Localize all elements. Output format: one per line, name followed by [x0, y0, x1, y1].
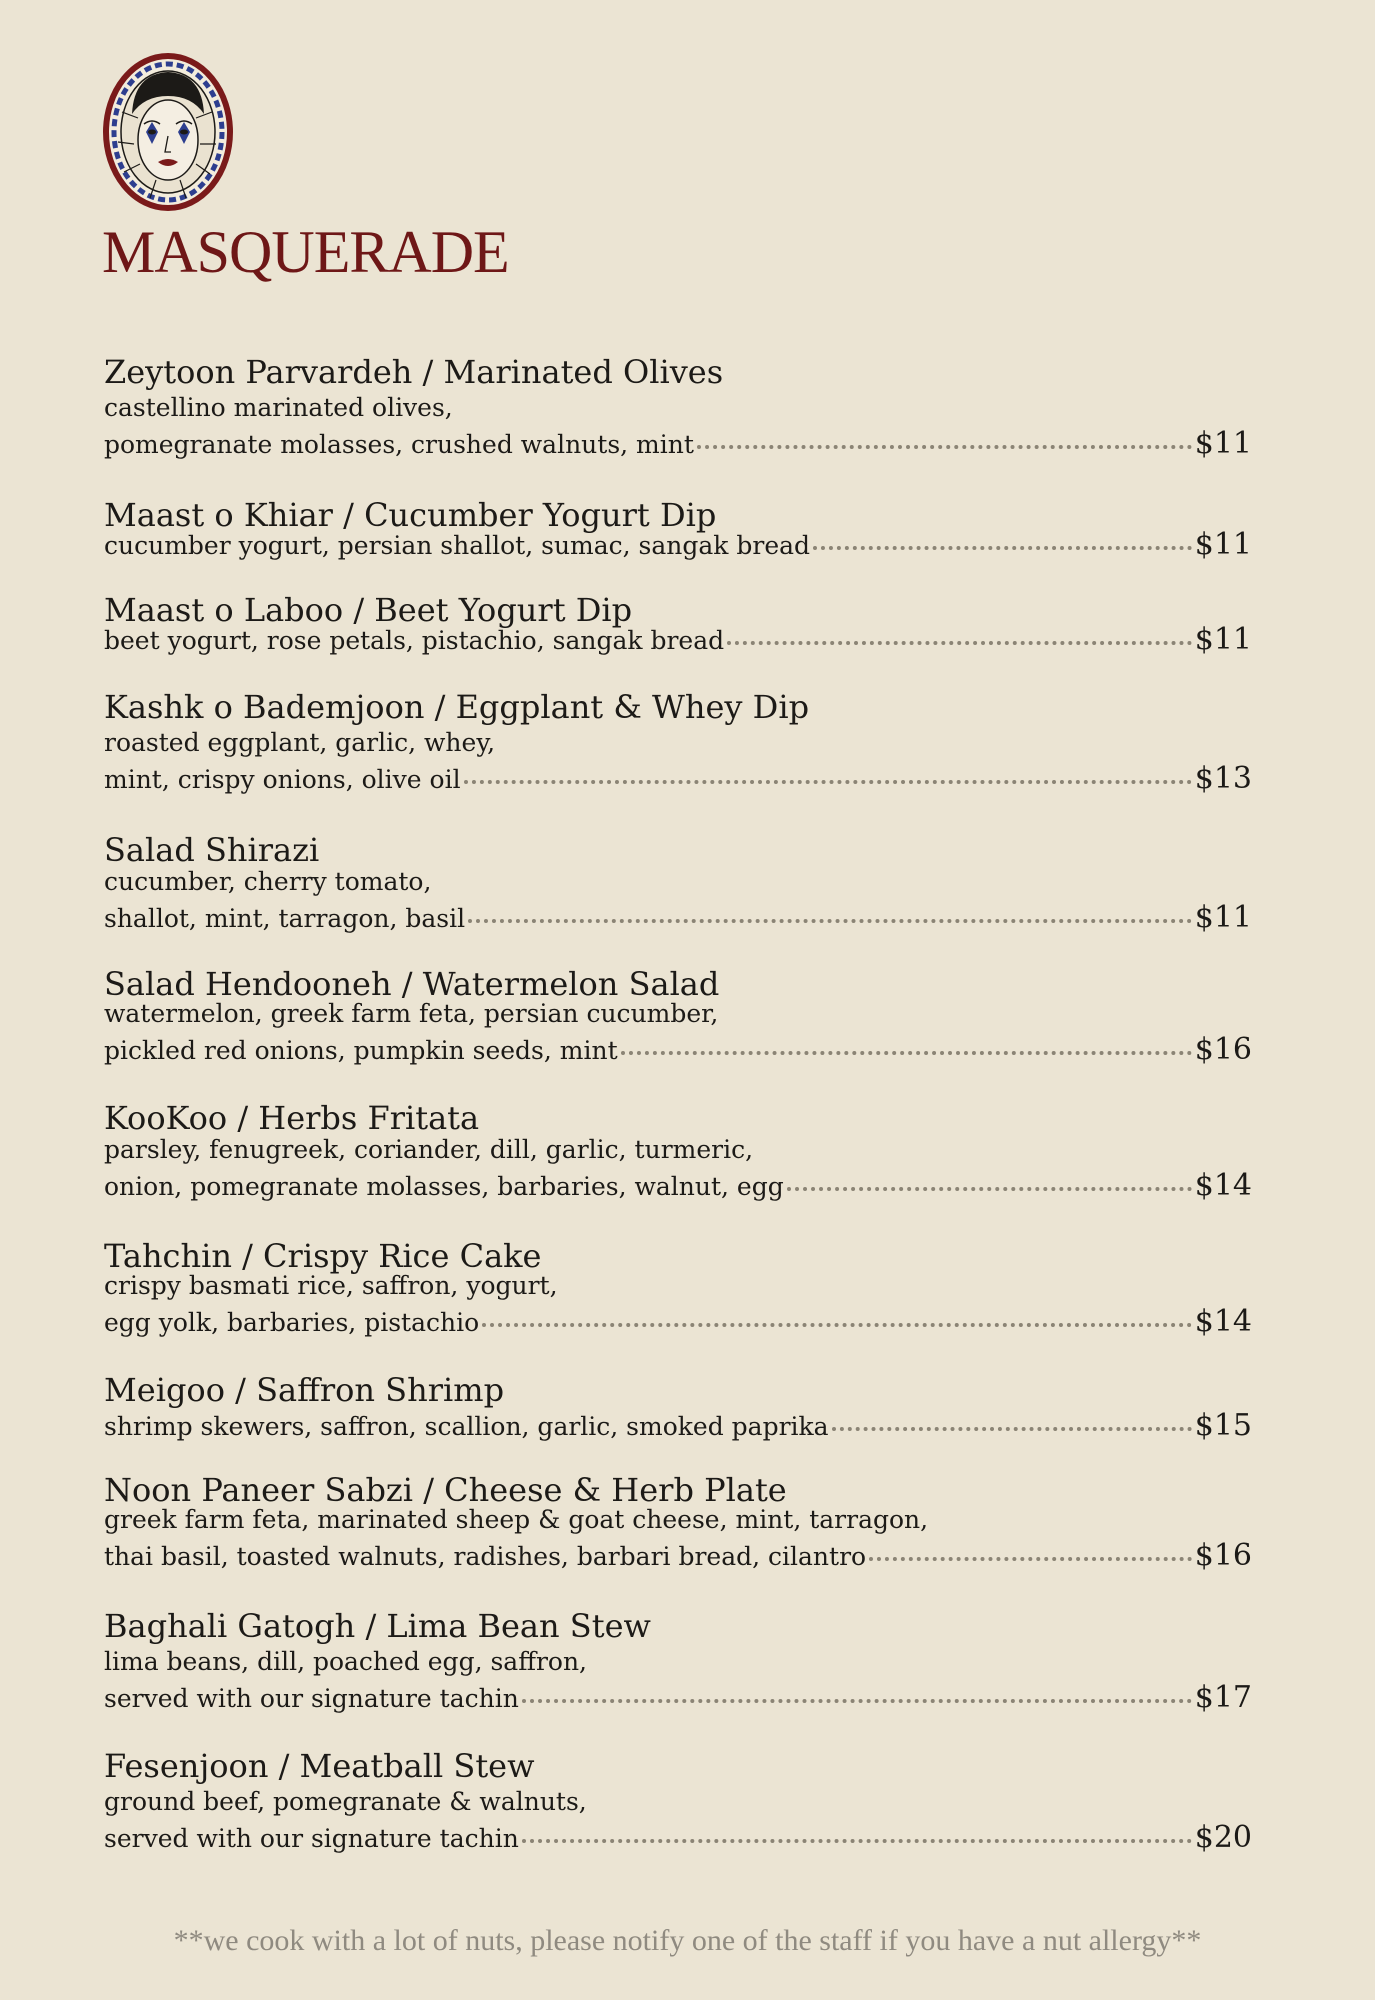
menu-item: [104, 1472, 1252, 1575]
menu-item-description: served with our signature tachin: [104, 1684, 519, 1713]
masquerade-mask-face-icon: [100, 52, 236, 212]
menu-item-description: thai basil, toasted walnuts, radishes, barbari bread, cilantro: [104, 1542, 867, 1571]
menu-item-price: $15: [1194, 1408, 1252, 1443]
menu-item-description: cucumber, cherry tomato,: [104, 867, 432, 896]
menu-item-price: $17: [1194, 1680, 1252, 1715]
menu-item: [104, 689, 1252, 798]
menu-item-name: Zeytoon Parvardeh / Marinated Olives: [104, 353, 724, 391]
menu-item-price-row: [104, 1408, 1252, 1445]
menu-item-description: onion, pomegranate molasses, barbaries, walnut, egg: [104, 1172, 784, 1201]
menu-item-description: pomegranate molasses, crushed walnuts, mint: [104, 430, 694, 459]
menu-item-name: KooKoo / Herbs Fritata: [104, 1099, 480, 1137]
masquerade-logo: [100, 52, 236, 212]
menu-item-price: $16: [1194, 1538, 1252, 1573]
menu-item-name: Salad Hendooneh / Watermelon Salad: [104, 965, 720, 1003]
menu-item-description: roasted eggplant, garlic, whey,: [104, 728, 496, 757]
menu-item: [104, 592, 1252, 659]
menu-item-price-row: [104, 900, 1252, 937]
menu-item-price-row: [104, 622, 1252, 659]
menu-item-name: Maast o Khiar / Cucumber Yogurt Dip: [104, 496, 717, 534]
menu-item: [104, 1372, 1252, 1445]
dotted-leader: [787, 1187, 1192, 1191]
menu-item-name: Meigoo / Saffron Shrimp: [104, 1371, 505, 1409]
dotted-leader: [522, 1839, 1192, 1843]
menu-item: [104, 354, 1252, 463]
dotted-leader: [697, 445, 1192, 449]
menu-item-price-row: [104, 761, 1252, 798]
menu-item-price: $11: [1194, 426, 1252, 461]
menu-item-name: Maast o Laboo / Beet Yogurt Dip: [104, 591, 633, 629]
nut-allergy-note: **we cook with a lot of nuts, please notify one of the staff if you have a nut allergy**: [173, 1924, 1202, 1957]
menu-item-price-row: [104, 1680, 1252, 1717]
menu-item: [104, 1100, 1252, 1205]
menu-item-description: pickled red onions, pumpkin seeds, mint: [104, 1036, 618, 1065]
menu-item: [104, 832, 1252, 937]
dotted-leader: [869, 1557, 1192, 1561]
menu-item-description: crispy basmati rice, saffron, yogurt,: [104, 1271, 558, 1300]
menu-item-description: castellino marinated olives,: [104, 393, 453, 422]
menu-item-description: watermelon, greek farm feta, persian cucumber,: [104, 999, 719, 1028]
dotted-leader: [464, 780, 1192, 784]
dotted-leader: [468, 919, 1192, 923]
menu-item: [104, 966, 1252, 1069]
menu-item-price-row: [104, 426, 1252, 463]
menu-item-price: $20: [1194, 1820, 1252, 1855]
restaurant-name: MASQUERADE: [102, 219, 509, 285]
menu-item-name: Noon Paneer Sabzi / Cheese & Herb Plate: [104, 1471, 787, 1509]
menu-item-name: Kashk o Bademjoon / Eggplant & Whey Dip: [104, 688, 810, 726]
dotted-leader: [727, 641, 1192, 645]
menu-item-description: shallot, mint, tarragon, basil: [104, 904, 466, 933]
menu-item: [104, 1748, 1252, 1857]
menu-item: [104, 497, 1252, 564]
dotted-leader: [813, 546, 1192, 550]
dotted-leader: [522, 1699, 1192, 1703]
menu-item-description: greek farm feta, marinated sheep & goat cheese, mint, tarragon,: [104, 1505, 929, 1534]
menu-item-name: Baghali Gatogh / Lima Bean Stew: [104, 1607, 651, 1645]
menu-item-description: parsley, fenugreek, coriander, dill, garlic, turmeric,: [104, 1135, 754, 1164]
menu-item: [104, 1238, 1252, 1341]
menu-item: [104, 1608, 1252, 1717]
menu-item-description: beet yogurt, rose petals, pistachio, sangak bread: [104, 626, 725, 655]
menu-item-description: ground beef, pomegranate & walnuts,: [104, 1787, 587, 1816]
menu-item-description: mint, crispy onions, olive oil: [104, 765, 461, 794]
menu-item-name: Fesenjoon / Meatball Stew: [104, 1747, 535, 1785]
menu-item-price: $16: [1194, 1032, 1252, 1067]
menu-item-price-row: [104, 1032, 1252, 1069]
menu-item-price: $14: [1194, 1168, 1252, 1203]
menu-item-price-row: [104, 1304, 1252, 1341]
menu-item-price-row: [104, 527, 1252, 564]
menu-item-description: served with our signature tachin: [104, 1824, 519, 1853]
menu-item-price: $14: [1194, 1304, 1252, 1339]
menu-item-price: $11: [1194, 622, 1252, 657]
menu-item-price-row: [104, 1168, 1252, 1205]
menu-item-price: $11: [1194, 527, 1252, 562]
dotted-leader: [621, 1051, 1192, 1055]
menu-item-price-row: [104, 1538, 1252, 1575]
menu-item-description: lima beans, dill, poached egg, saffron,: [104, 1647, 588, 1676]
menu-item-name: Salad Shirazi: [104, 831, 320, 869]
dotted-leader: [832, 1427, 1192, 1431]
menu-item-description: cucumber yogurt, persian shallot, sumac, sangak bread: [104, 531, 811, 560]
menu-item-price: $11: [1194, 900, 1252, 935]
dotted-leader: [482, 1323, 1192, 1327]
menu-item-price: $13: [1194, 761, 1252, 796]
menu-item-name: Tahchin / Crispy Rice Cake: [104, 1237, 542, 1275]
menu-item-price-row: [104, 1820, 1252, 1857]
menu-item-description: shrimp skewers, saffron, scallion, garlic, smoked paprika: [104, 1412, 829, 1441]
menu-item-description: egg yolk, barbaries, pistachio: [104, 1308, 480, 1337]
